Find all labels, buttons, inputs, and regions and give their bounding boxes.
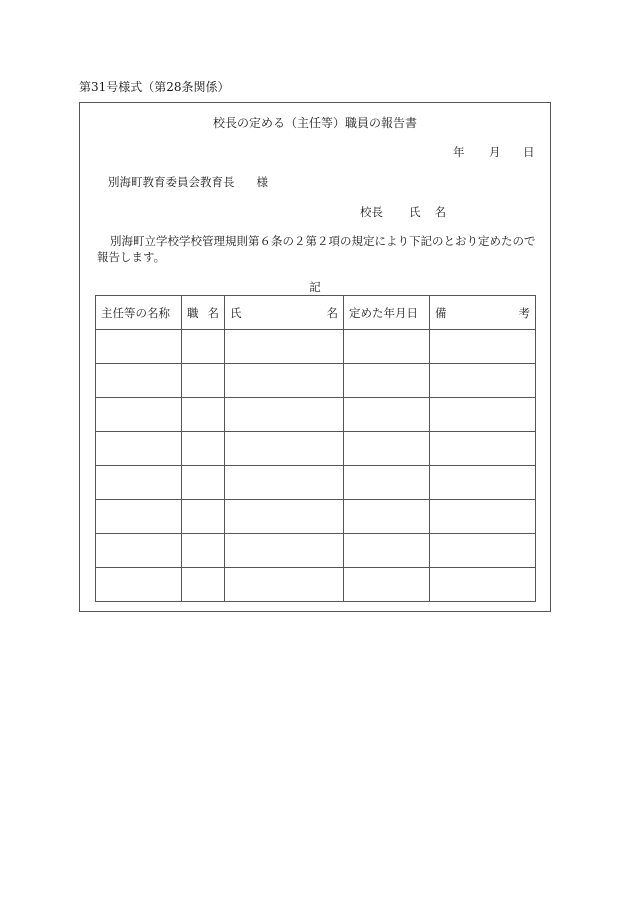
date-year-label: 年 [453, 145, 465, 159]
signer-name-label-a: 氏 [409, 205, 421, 219]
form-number-label: 第31号様式（第28条関係） [79, 80, 230, 94]
table-cell[interactable] [430, 466, 536, 500]
table-cell[interactable] [344, 466, 430, 500]
table-cell[interactable] [182, 398, 225, 432]
date-day-label: 日 [523, 145, 535, 159]
table-cell[interactable] [225, 534, 344, 568]
header-date-set [344, 296, 430, 330]
header-full-name [225, 296, 344, 330]
report-frame [79, 102, 551, 612]
report-body-text: 別海町立学校学校管理規則第６条の２第２項の規定により下記のとおり定めたので報告します。 [97, 234, 536, 264]
header-position-name [96, 296, 182, 330]
signer-line [360, 204, 446, 220]
records-table [95, 295, 536, 602]
signer-name-label-b: 名 [434, 205, 446, 219]
table-cell[interactable] [182, 364, 225, 398]
table-cell[interactable] [430, 534, 536, 568]
table-cell[interactable] [225, 500, 344, 534]
table-cell[interactable] [182, 330, 225, 364]
table-cell[interactable] [430, 364, 536, 398]
header-remarks [430, 296, 536, 330]
table-cell[interactable] [96, 534, 182, 568]
table-cell[interactable] [225, 466, 344, 500]
table-cell[interactable] [96, 364, 182, 398]
table-row [96, 398, 536, 432]
table-cell[interactable] [182, 568, 225, 602]
table-row [96, 364, 536, 398]
document-title: 校長の定める（主任等）職員の報告書 [212, 116, 417, 130]
table-cell[interactable] [344, 568, 430, 602]
table-cell[interactable] [344, 330, 430, 364]
table-cell[interactable] [96, 432, 182, 466]
table-row [96, 500, 536, 534]
header-remarks-b: 考 [518, 305, 530, 320]
ki-heading: 記 [309, 280, 321, 294]
table-cell[interactable] [344, 534, 430, 568]
table-cell[interactable] [344, 364, 430, 398]
header-date-set-label: 定めた年月日 [349, 305, 418, 320]
table-cell[interactable] [182, 432, 225, 466]
header-full-name-a: 氏 [230, 305, 242, 320]
signer-role: 校長 [360, 205, 383, 219]
table-cell[interactable] [430, 330, 536, 364]
table-cell[interactable] [182, 500, 225, 534]
addressee-suffix: 様 [256, 175, 268, 189]
addressee [108, 174, 268, 190]
table-cell[interactable] [430, 398, 536, 432]
table-row [96, 534, 536, 568]
date-month-label: 月 [489, 145, 501, 159]
table-row [96, 330, 536, 364]
table-cell[interactable] [225, 330, 344, 364]
table-row [96, 466, 536, 500]
table-cell[interactable] [344, 500, 430, 534]
table-cell[interactable] [430, 500, 536, 534]
table-cell[interactable] [225, 568, 344, 602]
table-cell[interactable] [96, 500, 182, 534]
header-position-name-label: 主任等の名称 [101, 305, 170, 320]
table-cell[interactable] [225, 432, 344, 466]
header-remarks-a: 備 [435, 305, 447, 320]
table-cell[interactable] [96, 568, 182, 602]
header-full-name-b: 名 [326, 305, 338, 320]
header-job-title-b: 名 [207, 305, 219, 320]
table-row [96, 432, 536, 466]
table-cell[interactable] [96, 330, 182, 364]
table-cell[interactable] [182, 534, 225, 568]
table-cell[interactable] [344, 398, 430, 432]
table-cell[interactable] [430, 432, 536, 466]
addressee-name: 別海町教育委員会教育長 [108, 175, 235, 189]
table-cell[interactable] [96, 466, 182, 500]
table-cell[interactable] [225, 398, 344, 432]
header-job-title-a: 職 [187, 305, 199, 320]
table-row [96, 568, 536, 602]
table-cell[interactable] [430, 568, 536, 602]
table-cell[interactable] [225, 364, 344, 398]
header-job-title [182, 296, 225, 330]
table-cell[interactable] [344, 432, 430, 466]
table-cell[interactable] [96, 398, 182, 432]
table-header-row [96, 296, 536, 330]
table-cell[interactable] [182, 466, 225, 500]
